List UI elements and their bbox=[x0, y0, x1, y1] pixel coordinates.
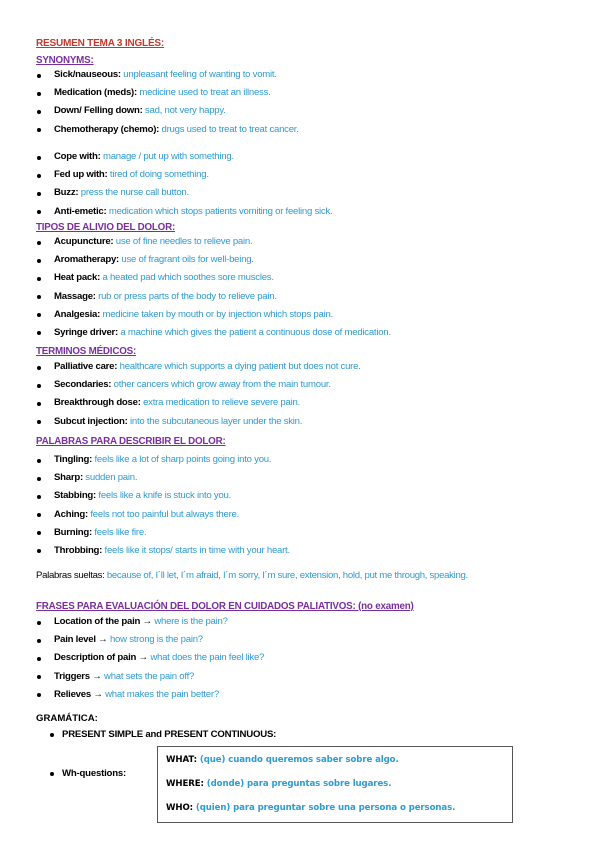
list-item: Syringe driver: a machine which gives the patient a continuous dose of medication. bbox=[36, 324, 391, 342]
list-item: Massage: rub or press parts of the body to relieve pain. bbox=[36, 288, 391, 306]
list-item: Burning: feels like fire. bbox=[36, 524, 290, 542]
palabras-sueltas: Palabras sueltas: because of, I´ll let, I´m afraid, I´m sorry, I´m sure, extension, hold, put me through, speaking. bbox=[36, 570, 468, 581]
list-alivio bbox=[36, 233, 391, 342]
arrow-icon: → bbox=[89, 670, 105, 682]
list-item: Heat pack: a heated pad which soothes sore muscles. bbox=[36, 269, 391, 287]
list-synonyms-2 bbox=[36, 148, 332, 221]
list-item: Description of pain → what does the pain feel like? bbox=[36, 649, 264, 667]
list-item: Down/ Felling down: sad, not very happy. bbox=[36, 102, 299, 120]
list-item: Anti-emetic: medication which stops patients vomiting or feeling sick. bbox=[36, 203, 332, 221]
arrow-icon: → bbox=[90, 688, 106, 700]
list-item: Acupuncture: use of fine needles to relieve pain. bbox=[36, 233, 391, 251]
list-item: Throbbing: feels like it stops/ starts in time with your heart. bbox=[36, 542, 290, 560]
list-item: Sharp: sudden pain. bbox=[36, 469, 290, 487]
wh-questions-box bbox=[157, 746, 513, 823]
arrow-icon: → bbox=[140, 616, 155, 627]
list-palabras bbox=[36, 451, 290, 560]
list-synonyms bbox=[36, 66, 299, 139]
list-item: Tingling: feels like a lot of sharp points going into you. bbox=[36, 451, 290, 469]
heading-gramatica: GRAMÁTICA: bbox=[36, 713, 98, 724]
arrow-icon: → bbox=[136, 652, 151, 664]
page-title: RESUMEN TEMA 3 INGLÉS: bbox=[36, 38, 165, 49]
list-item: Location of the pain → where is the pain? bbox=[36, 613, 264, 631]
list-item: Stabbing: feels like a knife is stuck into you. bbox=[36, 487, 290, 505]
list-item: Buzz: press the nurse call button. bbox=[36, 184, 332, 202]
arrow-icon: → bbox=[95, 634, 110, 646]
list-item: Secondaries: other cancers which grow away from the main tumour. bbox=[36, 376, 361, 394]
heading-frases: FRASES PARA EVALUACIÓN DEL DOLOR EN CUIDADOS PALIATIVOS: (no examen) bbox=[36, 601, 414, 612]
list-item: Aromatherapy: use of fragrant oils for well-being. bbox=[36, 251, 391, 269]
gramatica-wh: Wh-questions: bbox=[62, 768, 127, 779]
list-item: Sick/nauseous: unpleasant feeling of wanting to vomit. bbox=[36, 66, 299, 84]
list-item: Analgesia: medicine taken by mouth or by injection which stops pain. bbox=[36, 306, 391, 324]
list-item: Medication (meds): medicine used to treat an illness. bbox=[36, 84, 299, 102]
list-item: Breakthrough dose: extra medication to relieve severe pain. bbox=[36, 394, 361, 412]
list-item: Subcut injection: into the subcutaneous layer under the skin. bbox=[36, 413, 361, 431]
heading-terminos: TERMINOS MÉDICOS: bbox=[36, 346, 137, 357]
wh-row-where: WHERE: (donde) para preguntas sobre lugares. bbox=[166, 779, 392, 789]
list-item: Chemotherapy (chemo): drugs used to treat to treat cancer. bbox=[36, 121, 299, 139]
list-item: Cope with: manage / put up with something. bbox=[36, 148, 332, 166]
wh-row-what: WHAT: (que) cuando queremos saber sobre algo. bbox=[166, 755, 399, 765]
heading-alivio: TIPOS DE ALIVIO DEL DOLOR: bbox=[36, 222, 176, 233]
list-item: Relieves → what makes the pain better? bbox=[36, 686, 264, 704]
list-terminos bbox=[36, 358, 361, 431]
list-item: Aching: feels not too painful but always there. bbox=[36, 506, 290, 524]
gramatica-present: PRESENT SIMPLE and PRESENT CONTINUOUS: bbox=[62, 729, 277, 740]
heading-synonyms: SYNONYMS: bbox=[36, 55, 94, 66]
heading-palabras: PALABRAS PARA DESCRIBIR EL DOLOR: bbox=[36, 436, 226, 447]
list-frases bbox=[36, 613, 264, 704]
list-item: Pain level → how strong is the pain? bbox=[36, 631, 264, 649]
list-item: Palliative care: healthcare which supports a dying patient but does not cure. bbox=[36, 358, 361, 376]
list-item: Fed up with: tired of doing something. bbox=[36, 166, 332, 184]
wh-row-who: WHO: (quien) para preguntar sobre una persona o personas. bbox=[166, 803, 456, 813]
list-item: Triggers → what sets the pain off? bbox=[36, 668, 264, 686]
